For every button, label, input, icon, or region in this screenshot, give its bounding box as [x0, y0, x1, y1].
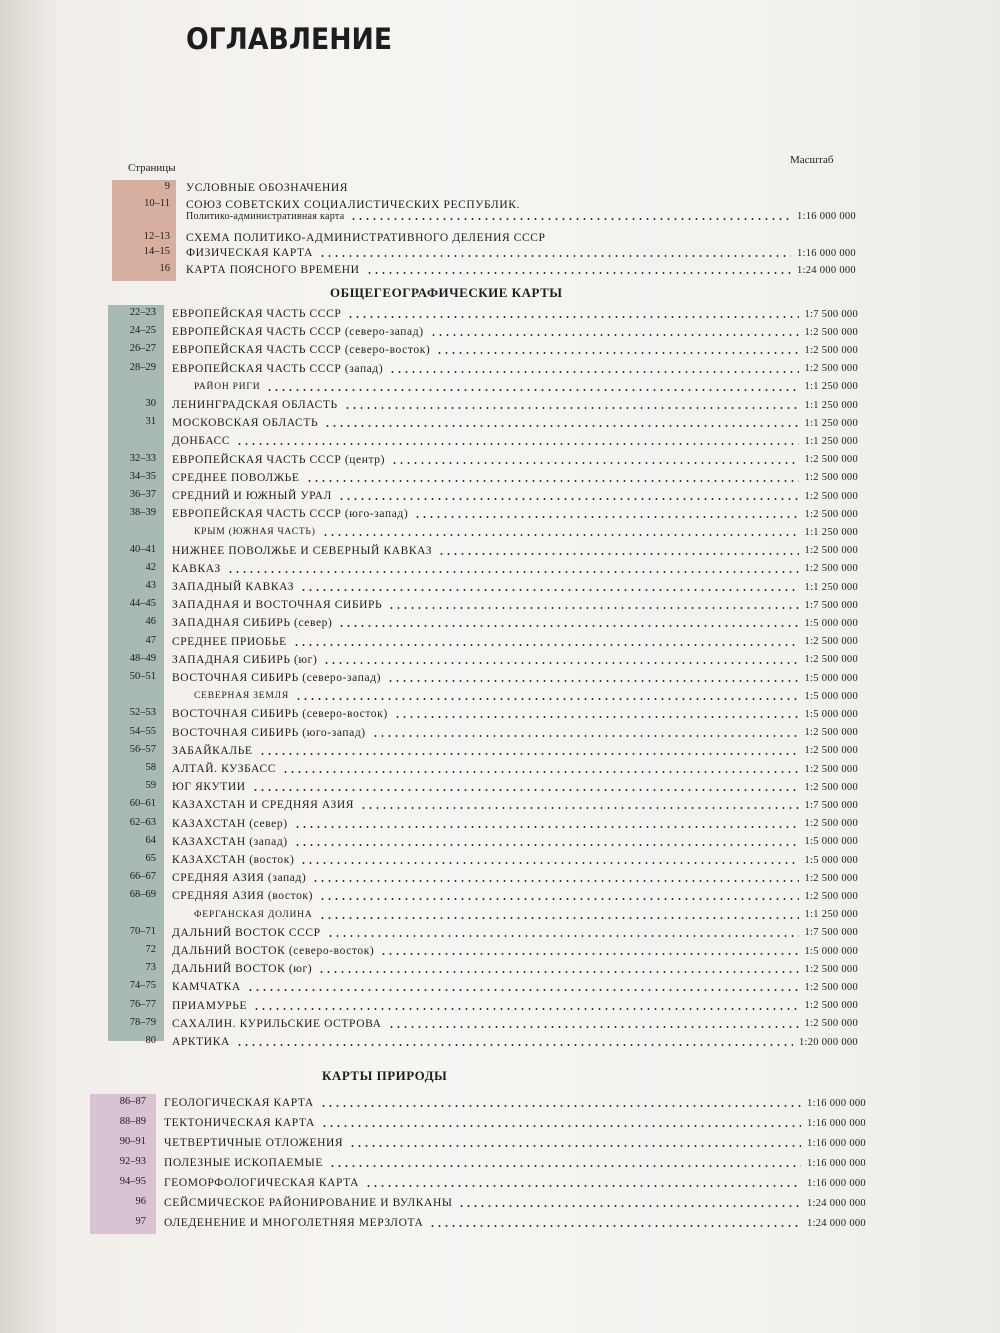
toc-entry — [129, 305, 858, 323]
page-title: ОГЛАВЛЕНИЕ — [186, 22, 393, 56]
entry-scale: 1:7 500 000 — [804, 799, 858, 811]
leader-dots — [347, 316, 798, 318]
entry-page-number-text: 44–45 — [129, 598, 156, 610]
toc-entry — [119, 1174, 866, 1192]
leader-dots — [380, 953, 798, 955]
entry-title: НИЖНЕЕ ПОВОЛЖЬЕ И СЕВЕРНЫЙ КАВКАЗ — [172, 544, 433, 557]
entry-title: ЕВРОПЕЙСКАЯ ЧАСТЬ СССР (запад) — [172, 362, 384, 375]
entry-scale: 1:1 250 000 — [804, 909, 858, 921]
entry-scale: 1:5 000 000 — [804, 617, 858, 629]
leader-dots — [300, 862, 798, 864]
toc-entry — [145, 960, 858, 978]
entry-title: КАЗАХСТАН И СРЕДНЯЯ АЗИЯ — [172, 799, 355, 812]
entry-scale: 1:16 000 000 — [806, 1117, 866, 1129]
entry-title: КАРТА ПОЯСНОГО ВРЕМЕНИ — [186, 264, 360, 276]
toc-entry — [129, 323, 858, 341]
leader-dots — [349, 1145, 801, 1147]
toc-entry — [129, 742, 858, 760]
leader-dots — [300, 589, 798, 591]
toc-entry — [119, 1154, 866, 1172]
leader-dots — [318, 971, 798, 973]
entry-title: ФИЗИЧЕСКАЯ КАРТА — [186, 247, 314, 259]
toc-entry — [145, 942, 858, 960]
entry-scale: 1:2 500 000 — [804, 745, 858, 757]
entry-title: Политико-административная карта — [186, 210, 345, 222]
entry-page-number-text: 38–39 — [129, 507, 156, 519]
entry-title: ВОСТОЧНАЯ СИБИРЬ (северо-запад) — [172, 672, 382, 684]
leader-dots — [306, 480, 799, 482]
toc-entry — [129, 997, 858, 1015]
toc-entry — [145, 578, 858, 596]
entry-title: СЕВЕРНАЯ ЗЕМЛЯ — [194, 691, 289, 702]
entry-page-number-text: 73 — [145, 962, 156, 974]
leader-dots — [321, 1125, 801, 1127]
entry-title: ЗАПАДНЫЙ КАВКАЗ — [172, 581, 295, 593]
entry-scale: 1:1 250 000 — [804, 526, 858, 538]
entry-scale: 1:16 000 000 — [806, 1097, 866, 1109]
leader-dots — [227, 571, 799, 573]
entry-page-number-text: 52–53 — [129, 707, 156, 719]
entry-title: КАВКАЗ — [172, 562, 221, 575]
toc-entry — [156, 687, 858, 705]
leader-dots — [322, 534, 799, 536]
toc-entry — [145, 833, 858, 851]
toc-entry — [129, 724, 858, 742]
leader-dots — [323, 662, 798, 664]
leader-dots — [338, 498, 799, 500]
scale-column-header: Масштаб — [790, 154, 834, 166]
entry-scale: 1:7 500 000 — [804, 927, 858, 939]
entry-page-number-text: 59 — [145, 780, 156, 792]
entry-title: РАЙОН РИГИ — [194, 381, 261, 392]
entry-page-number-text: 43 — [145, 580, 156, 591]
entry-scale: 1:2 500 000 — [804, 326, 858, 338]
entry-title: МОСКОВСКАЯ ОБЛАСТЬ — [172, 417, 319, 430]
leader-dots — [319, 917, 799, 919]
entry-title: СРЕДНЕЕ ПРИОБЬЕ — [172, 635, 287, 648]
entry-page-number-text: 40–41 — [129, 543, 156, 555]
entry-title: САХАЛИН. КУРИЛЬСКИЕ ОСТРОВА — [172, 1017, 382, 1030]
entry-title: ТЕКТОНИЧЕСКАЯ КАРТА — [164, 1117, 315, 1129]
section-title-nature-maps: КАРТЫ ПРИРОДЫ — [322, 1068, 448, 1083]
entry-page-number-text: 64 — [145, 834, 156, 846]
leader-dots — [324, 425, 798, 427]
entry-title: СЕЙСМИЧЕСКОЕ РАЙОНИРОВАНИЕ И ВУЛКАНЫ — [164, 1197, 453, 1209]
leader-dots — [388, 1026, 799, 1028]
entry-page-number-text: 65 — [145, 853, 156, 864]
entry-page-number-text: 22–23 — [129, 307, 156, 318]
toc-entry — [129, 669, 858, 687]
entry-scale: 1:2 500 000 — [804, 472, 858, 484]
toc-entry — [129, 869, 858, 887]
entry-title: ВОСТОЧНАЯ СИБИРЬ (юго-запад) — [172, 726, 366, 739]
toc-entry — [145, 1033, 858, 1051]
pages-column-header: Страницы — [128, 162, 176, 174]
toc-entry — [135, 1214, 866, 1232]
entry-page-number-text: 36–37 — [129, 489, 156, 500]
entry-title: ЕВРОПЕЙСКАЯ ЧАСТЬ СССР (центр) — [172, 453, 386, 466]
entry-title: КАЗАХСТАН (восток) — [172, 854, 295, 866]
entry-page-number-text: 90–91 — [119, 1136, 146, 1147]
entry-scale: 1:2 500 000 — [804, 890, 858, 902]
entry-title: СХЕМА ПОЛИТИКО-АДМИНИСТРАТИВНОГО ДЕЛЕНИЯ СССР — [186, 232, 546, 244]
leader-dots — [253, 1008, 798, 1010]
leader-dots — [327, 935, 799, 937]
entry-title: СРЕДНИЙ И ЮЖНЫЙ УРАЛ — [172, 490, 332, 502]
entry-scale: 1:16 000 000 — [806, 1177, 866, 1189]
toc-entry — [129, 651, 858, 669]
leader-dots — [365, 1185, 801, 1187]
entry-page-number-text: 97 — [135, 1216, 146, 1227]
entry-scale: 1:2 500 000 — [804, 981, 858, 993]
entry-scale: 1:1 250 000 — [804, 581, 858, 593]
toc-entry — [156, 906, 858, 924]
entry-page-number-text: 80 — [145, 1035, 156, 1046]
toc-entry — [119, 1094, 866, 1112]
entry-title: ЕВРОПЕЙСКАЯ ЧАСТЬ СССР (юго-запад) — [172, 508, 409, 521]
entry-page-number-text: 50–51 — [129, 671, 156, 682]
leader-dots — [319, 898, 798, 900]
leader-dots — [329, 1165, 801, 1167]
entry-title: СОЮЗ СОВЕТСКИХ СОЦИАЛИСТИЧЕСКИХ РЕСПУБЛИК. — [186, 199, 520, 211]
toc-entry — [129, 924, 858, 942]
entry-scale: 1:2 500 000 — [804, 545, 858, 557]
leader-dots — [338, 625, 798, 627]
entry-scale: 1:2 500 000 — [804, 363, 858, 375]
toc-entry — [145, 851, 858, 869]
toc-entry — [129, 469, 858, 487]
entry-title: АЛТАЙ. КУЗБАСС — [172, 763, 277, 775]
leader-dots — [388, 607, 798, 609]
entry-title: ГЕОЛОГИЧЕСКАЯ КАРТА — [164, 1097, 314, 1109]
toc-entry — [129, 505, 858, 523]
leader-dots — [372, 735, 799, 737]
leader-dots — [350, 218, 791, 220]
entry-title: ГЕОМОРФОЛОГИЧЕСКАЯ КАРТА — [164, 1177, 360, 1189]
toc-entry — [119, 1134, 866, 1152]
leader-dots — [312, 880, 798, 882]
leader-dots — [438, 553, 798, 555]
entry-scale: 1:16 000 000 — [796, 247, 856, 259]
entry-page-number-text: 68–69 — [129, 889, 156, 901]
entry-scale: 1:2 500 000 — [804, 490, 858, 502]
leader-dots — [344, 407, 799, 409]
entry-scale: 1:2 500 000 — [804, 636, 858, 648]
entry-page-number-text: 14–15 — [143, 246, 170, 257]
entry-title: ДАЛЬНИЙ ВОСТОК СССР — [172, 926, 321, 939]
leader-dots — [282, 771, 798, 773]
entry-title: ЛЕНИНГРАДСКАЯ ОБЛАСТЬ — [172, 399, 338, 411]
toc-entry — [145, 760, 858, 778]
entry-page-number-text: 74–75 — [129, 980, 156, 992]
entry-page-number-text: 9 — [164, 181, 170, 192]
entry-page-number-text: 47 — [145, 634, 156, 646]
toc-entry — [170, 207, 856, 225]
entry-title: АРКТИКА — [172, 1036, 230, 1048]
entry-title: ЮГ ЯКУТИИ — [172, 781, 246, 794]
leader-dots — [319, 255, 791, 257]
leader-dots — [360, 807, 799, 809]
entry-title: ЕВРОПЕЙСКАЯ ЧАСТЬ СССР — [172, 308, 342, 320]
leader-dots — [247, 989, 799, 991]
entry-page-number-text: 30 — [145, 398, 156, 409]
entry-page-number-text: 16 — [159, 263, 170, 274]
toc-entry — [143, 244, 856, 262]
entry-page-number-text: 10–11 — [144, 198, 170, 209]
entry-scale: 1:5 000 000 — [804, 945, 858, 957]
entry-page-number-text: 60–61 — [129, 798, 156, 810]
toc-entry — [135, 1194, 866, 1212]
toc-entry — [159, 261, 856, 279]
entry-page-number-text: 72 — [145, 944, 156, 955]
leader-dots — [320, 1105, 801, 1107]
entry-scale: 1:1 250 000 — [804, 381, 858, 393]
toc-entry — [129, 1015, 858, 1033]
toc-entry — [129, 815, 858, 833]
toc-entry — [145, 633, 858, 651]
entry-scale: 1:2 500 000 — [804, 781, 858, 793]
entry-title: СРЕДНЯЯ АЗИЯ (запад) — [172, 872, 307, 885]
leader-dots — [458, 1205, 800, 1207]
entry-title: ЗАПАДНАЯ СИБИРЬ (север) — [172, 617, 333, 630]
toc-entry — [129, 796, 858, 814]
leader-dots — [295, 698, 799, 700]
entry-scale: 1:2 500 000 — [804, 454, 858, 466]
entry-scale: 1:16 000 000 — [806, 1137, 866, 1149]
toc-entry — [145, 778, 858, 796]
leader-dots — [236, 1044, 793, 1046]
entry-title: ЗАБАЙКАЛЬЕ — [172, 744, 253, 757]
entry-scale: 1:16 000 000 — [796, 210, 856, 222]
leader-dots — [391, 462, 799, 464]
entry-title: КАЗАХСТАН (запад) — [172, 835, 288, 848]
entry-scale: 1:5 000 000 — [804, 836, 858, 848]
entry-scale: 1:5 000 000 — [804, 708, 858, 720]
entry-page-number-text: 86–87 — [119, 1096, 146, 1107]
entry-scale: 1:7 500 000 — [804, 599, 858, 611]
leader-dots — [429, 1225, 801, 1227]
entry-page-number-text: 96 — [135, 1196, 146, 1207]
entry-scale: 1:1 250 000 — [804, 417, 858, 429]
entry-title: ЗАПАДНАЯ СИБИРЬ (юг) — [172, 653, 318, 666]
leader-dots — [294, 826, 799, 828]
entry-title: КАЗАХСТАН (север) — [172, 817, 288, 830]
entry-title: ЗАПАДНАЯ И ВОСТОЧНАЯ СИБИРЬ — [172, 599, 383, 612]
toc-entry — [129, 705, 858, 723]
leader-dots — [236, 443, 798, 445]
entry-title: УСЛОВНЫЕ ОБОЗНАЧЕНИЯ — [186, 182, 349, 194]
entry-page-number-text: 66–67 — [129, 871, 156, 883]
entry-title: ОЛЕДЕНЕНИЕ И МНОГОЛЕТНЯЯ МЕРЗЛОТА — [164, 1217, 424, 1229]
entry-scale: 1:24 000 000 — [806, 1197, 866, 1209]
entry-page-number-text: 70–71 — [129, 925, 156, 937]
entry-scale: 1:24 000 000 — [796, 264, 856, 276]
entry-page-number-text: 26–27 — [129, 343, 156, 355]
toc-entry — [164, 179, 856, 197]
toc-entry — [145, 396, 858, 414]
entry-page-number-text: 76–77 — [129, 998, 156, 1010]
entry-page-number-text: 54–55 — [129, 725, 156, 737]
entry-scale: 1:2 500 000 — [804, 654, 858, 666]
toc-entry — [145, 614, 858, 632]
entry-scale: 1:20 000 000 — [798, 1036, 858, 1048]
entry-page-number-text: 46 — [145, 616, 156, 628]
entry-page-number-text: 31 — [145, 416, 156, 428]
entry-title: ЧЕТВЕРТИЧНЫЕ ОТЛОЖЕНИЯ — [164, 1137, 344, 1149]
toc-entry — [129, 542, 858, 560]
entry-scale: 1:2 500 000 — [804, 1000, 858, 1012]
leader-dots — [266, 389, 798, 391]
entry-page-number-text: 88–89 — [119, 1116, 146, 1127]
entry-page-number-text: 28–29 — [129, 361, 156, 373]
entry-title: ДАЛЬНИЙ ВОСТОК (северо-восток) — [172, 945, 375, 957]
toc-entry — [129, 487, 858, 505]
entry-title: ДАЛЬНИЙ ВОСТОК (юг) — [172, 963, 313, 976]
toc-entry — [129, 341, 858, 359]
toc-entry — [129, 360, 858, 378]
entry-title: КРЫМ (ЮЖНАЯ ЧАСТЬ) — [194, 527, 316, 538]
leader-dots — [259, 753, 799, 755]
entry-scale: 1:2 500 000 — [804, 508, 858, 520]
toc-entry — [156, 432, 858, 450]
entry-scale: 1:2 500 000 — [804, 818, 858, 830]
entry-scale: 1:5 000 000 — [804, 854, 858, 866]
toc-entry — [129, 978, 858, 996]
entry-page-number-text: 78–79 — [129, 1016, 156, 1028]
entry-scale: 1:1 250 000 — [804, 435, 858, 447]
entry-scale: 1:2 500 000 — [804, 344, 858, 356]
entry-page-number-text: 58 — [145, 762, 156, 773]
entry-page-number-text: 34–35 — [129, 470, 156, 482]
leader-dots — [430, 334, 799, 336]
leader-dots — [293, 644, 799, 646]
entry-title: ДОНБАСС — [172, 435, 231, 448]
entry-scale: 1:7 500 000 — [804, 308, 858, 320]
leader-dots — [387, 680, 798, 682]
entry-title: СРЕДНЕЕ ПОВОЛЖЬЕ — [172, 471, 300, 484]
toc-entry — [145, 560, 858, 578]
entry-page-number-text: 94–95 — [119, 1176, 146, 1187]
entry-page-number-text: 24–25 — [129, 325, 156, 337]
toc-entry — [129, 596, 858, 614]
leader-dots — [366, 272, 791, 274]
entry-title: КАМЧАТКА — [172, 981, 241, 994]
section-title-general-maps: ОБЩЕГЕОГРАФИЧЕСКИЕ КАРТЫ — [330, 285, 563, 300]
entry-title: ЕВРОПЕЙСКАЯ ЧАСТЬ СССР (северо-восток) — [172, 344, 431, 357]
leader-dots — [252, 789, 799, 791]
entry-scale: 1:2 500 000 — [804, 727, 858, 739]
toc-entry — [156, 378, 858, 396]
leader-dots — [394, 716, 799, 718]
entry-page-number-text: 42 — [145, 561, 156, 573]
entry-scale: 1:5 000 000 — [804, 690, 858, 702]
entry-scale: 1:24 000 000 — [806, 1217, 866, 1229]
entry-title: ВОСТОЧНАЯ СИБИРЬ (северо-восток) — [172, 708, 388, 721]
leader-dots — [389, 371, 798, 373]
toc-entry — [145, 414, 858, 432]
entry-scale: 1:2 500 000 — [804, 963, 858, 975]
entry-title: СРЕДНЯЯ АЗИЯ (восток) — [172, 890, 314, 903]
toc-entry — [129, 451, 858, 469]
toc-entry — [129, 887, 858, 905]
entry-page-number-text: 62–63 — [129, 816, 156, 828]
entry-scale: 1:1 250 000 — [804, 399, 858, 411]
toc-entry — [156, 523, 858, 541]
leader-dots — [294, 844, 799, 846]
entry-scale: 1:2 500 000 — [804, 563, 858, 575]
entry-title: ПОЛЕЗНЫЕ ИСКОПАЕМЫЕ — [164, 1157, 323, 1169]
entry-scale: 1:5 000 000 — [804, 672, 858, 684]
entry-page-number-text: 92–93 — [119, 1156, 146, 1167]
entry-page-number-text: 32–33 — [129, 452, 156, 464]
entry-title: ФЕРГАНСКАЯ ДОЛИНА — [194, 909, 313, 920]
entry-scale: 1:16 000 000 — [806, 1157, 866, 1169]
entry-title: ПРИАМУРЬЕ — [172, 999, 248, 1012]
leader-dots — [436, 352, 798, 354]
entry-title: ЕВРОПЕЙСКАЯ ЧАСТЬ СССР (северо-запад) — [172, 326, 424, 339]
entry-page-number-text: 48–49 — [129, 652, 156, 664]
entry-scale: 1:2 500 000 — [804, 763, 858, 775]
entry-scale: 1:2 500 000 — [804, 872, 858, 884]
entry-page-number-text: 56–57 — [129, 743, 156, 755]
leader-dots — [414, 516, 798, 518]
entry-page-number-text: 12–13 — [143, 231, 170, 242]
toc-entry — [119, 1114, 866, 1132]
entry-scale: 1:2 500 000 — [804, 1018, 858, 1030]
